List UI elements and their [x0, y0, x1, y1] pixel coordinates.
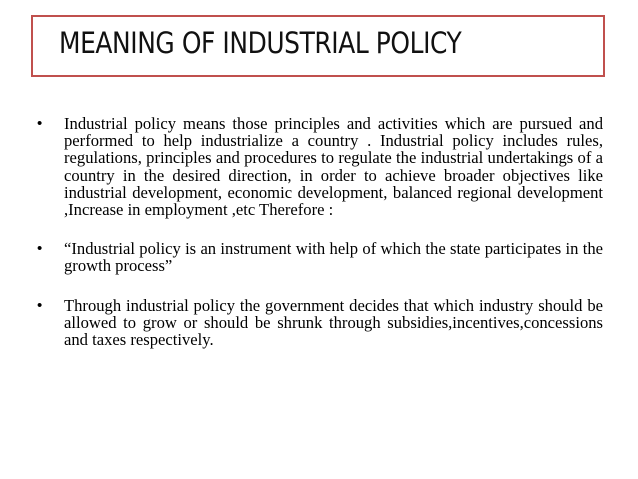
title-box	[31, 15, 605, 77]
bullet-marker: •	[37, 240, 43, 258]
bullet-marker: •	[37, 115, 43, 132]
bullet-text: Through industrial policy the government decides that which industry should be allowed to grow or should be shrunk through subsidies,incentives,concessions and taxes respectively.	[64, 295, 603, 350]
bullet-item-definition	[31, 115, 603, 218]
bullet-item-government	[31, 297, 603, 349]
bullet-list	[31, 115, 603, 370]
bullet-text: “Industrial policy is an instrument with help of which the state participates in the growth process”	[64, 239, 603, 276]
bullet-item-quote	[31, 240, 603, 274]
slide-title: MEANING OF INDUSTRIAL POLICY	[59, 26, 462, 60]
bullet-marker: •	[37, 296, 43, 314]
bullet-text: Industrial policy means those principles and activities which are pursued and performed to help industrialize a country . Industrial policy includes rules, regulations, principles and procedures to regulate the industrial undertakings of a country in the desired direction, in order to achieve broader objectives like industrial development, economic development, balanced regional development ,Increase in employment ,etc Therefore :	[64, 114, 603, 220]
